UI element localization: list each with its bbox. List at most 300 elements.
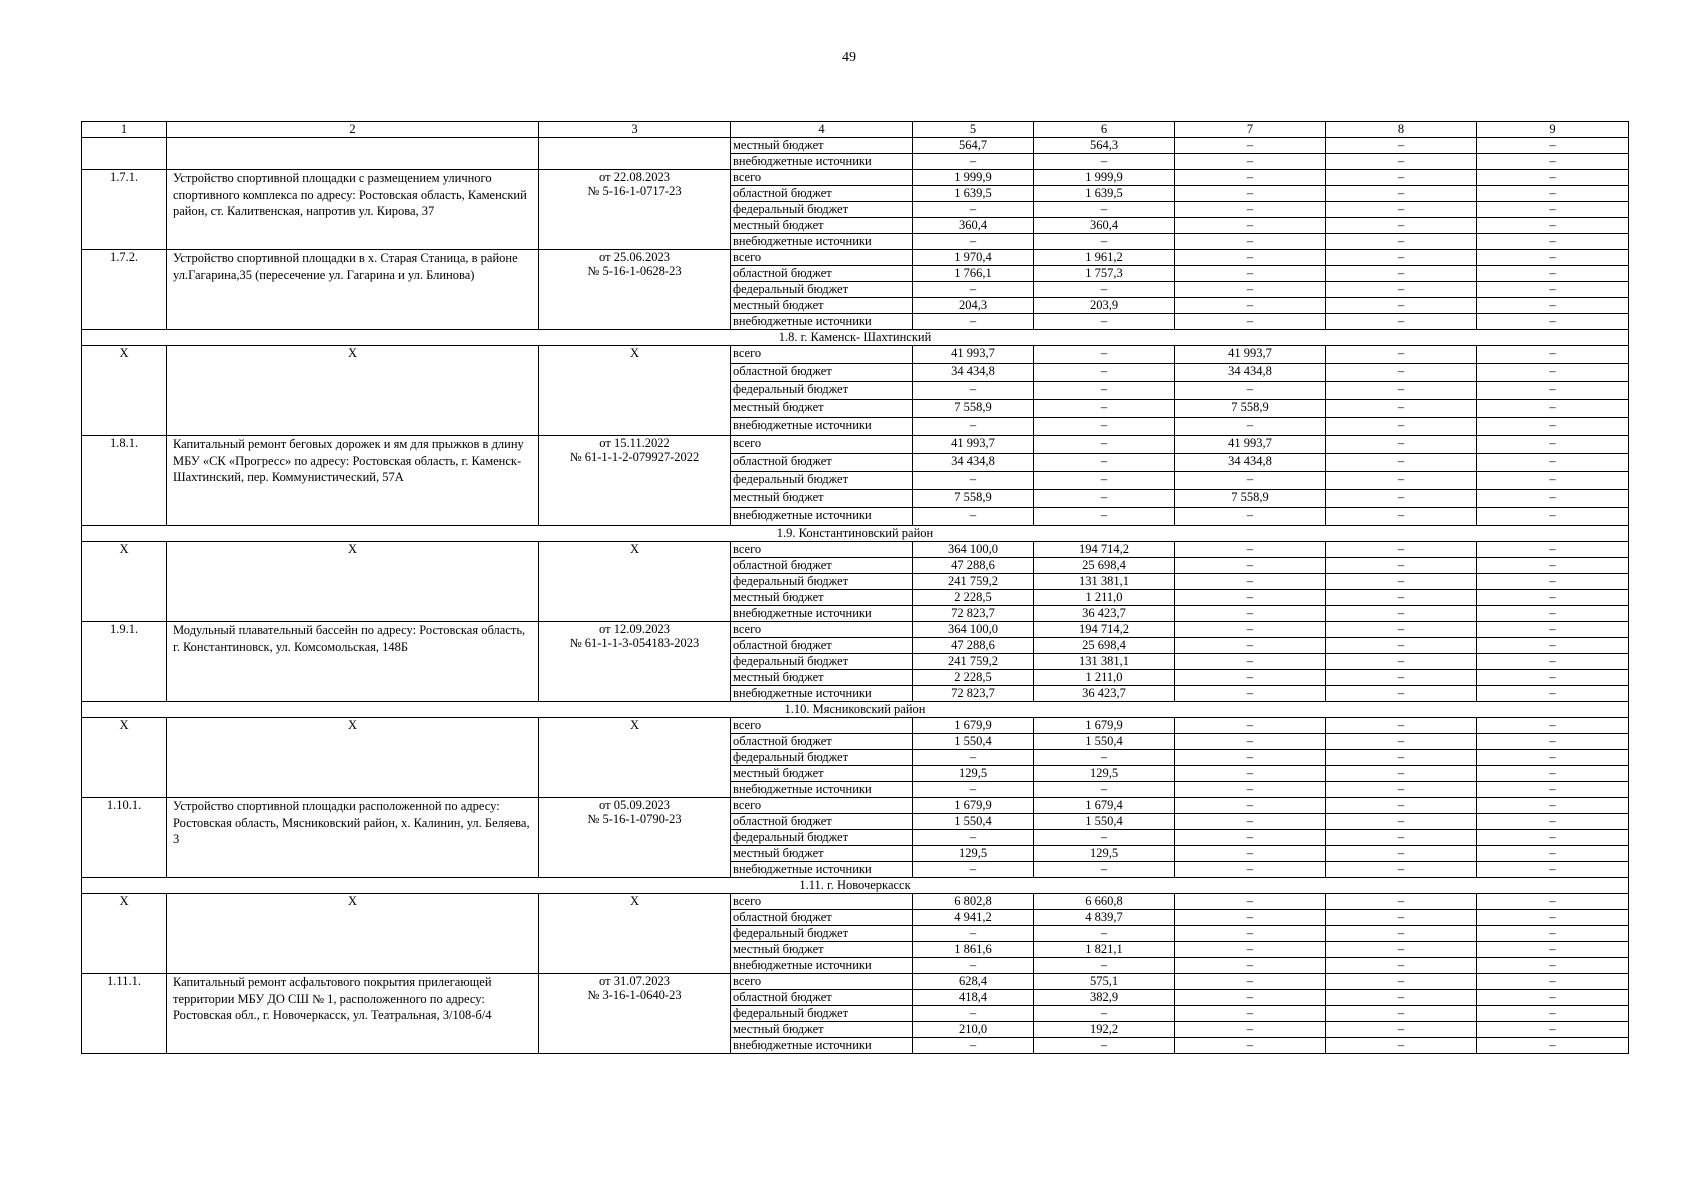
- amount-cell: –: [1326, 250, 1477, 266]
- amount-cell: –: [1175, 670, 1326, 686]
- amount-cell: 36 423,7: [1034, 686, 1175, 702]
- amount-cell: –: [1175, 218, 1326, 234]
- amount-cell: –: [1034, 750, 1175, 766]
- amount-cell: 203,9: [1034, 298, 1175, 314]
- funding-source: внебюджетные источники: [731, 958, 913, 974]
- item-number: 1.9.1.: [82, 622, 167, 702]
- amount-cell: –: [1326, 766, 1477, 782]
- funding-source: федеральный бюджет: [731, 282, 913, 298]
- amount-cell: –: [1175, 846, 1326, 862]
- amount-cell: –: [1477, 234, 1629, 250]
- funding-source: всего: [731, 436, 913, 454]
- amount-cell: –: [1175, 830, 1326, 846]
- amount-cell: –: [1477, 574, 1629, 590]
- amount-cell: 41 993,7: [913, 346, 1034, 364]
- amount-cell: –: [1477, 250, 1629, 266]
- amount-cell: –: [1477, 364, 1629, 382]
- amount-cell: 194 714,2: [1034, 542, 1175, 558]
- amount-cell: –: [913, 382, 1034, 400]
- amount-cell: 360,4: [1034, 218, 1175, 234]
- amount-cell: –: [1477, 1038, 1629, 1054]
- table-body: [82, 122, 1629, 1054]
- section-row: [82, 526, 1629, 542]
- funding-source: местный бюджет: [731, 1022, 913, 1038]
- amount-cell: –: [1175, 558, 1326, 574]
- amount-cell: –: [1326, 862, 1477, 878]
- amount-cell: –: [913, 508, 1034, 526]
- funding-source: всего: [731, 974, 913, 990]
- amount-cell: –: [1034, 346, 1175, 364]
- amount-cell: –: [1034, 154, 1175, 170]
- amount-cell: –: [1477, 622, 1629, 638]
- amount-cell: –: [1175, 298, 1326, 314]
- funding-source: внебюджетные источники: [731, 862, 913, 878]
- amount-cell: 6 802,8: [913, 894, 1034, 910]
- amount-cell: –: [1477, 766, 1629, 782]
- amount-cell: –: [1326, 490, 1477, 508]
- amount-cell: 7 558,9: [913, 490, 1034, 508]
- amount-cell: –: [1326, 154, 1477, 170]
- amount-cell: –: [1175, 974, 1326, 990]
- amount-cell: –: [1175, 766, 1326, 782]
- amount-cell: 382,9: [1034, 990, 1175, 1006]
- amount-cell: –: [1034, 1006, 1175, 1022]
- item-name: Х: [167, 894, 539, 974]
- amount-cell: –: [1326, 186, 1477, 202]
- amount-cell: –: [1175, 590, 1326, 606]
- amount-cell: –: [1326, 734, 1477, 750]
- amount-cell: –: [1326, 846, 1477, 862]
- amount-cell: –: [1477, 454, 1629, 472]
- amount-cell: –: [1326, 574, 1477, 590]
- amount-cell: –: [1477, 910, 1629, 926]
- column-header: 9: [1477, 122, 1629, 138]
- item-document: [539, 138, 731, 170]
- amount-cell: –: [1175, 314, 1326, 330]
- amount-cell: –: [1034, 234, 1175, 250]
- amount-cell: –: [1477, 1006, 1629, 1022]
- amount-cell: –: [913, 750, 1034, 766]
- column-header: 2: [167, 122, 539, 138]
- amount-cell: –: [1477, 298, 1629, 314]
- amount-cell: –: [1326, 282, 1477, 298]
- amount-cell: –: [913, 202, 1034, 218]
- table-row: [82, 436, 1629, 454]
- amount-cell: –: [1477, 830, 1629, 846]
- amount-cell: –: [1175, 958, 1326, 974]
- amount-cell: –: [1175, 418, 1326, 436]
- amount-cell: –: [1477, 218, 1629, 234]
- amount-cell: 36 423,7: [1034, 606, 1175, 622]
- amount-cell: –: [1326, 234, 1477, 250]
- amount-cell: 241 759,2: [913, 574, 1034, 590]
- item-document: от 22.08.2023 № 5-16-1-0717-23: [539, 170, 731, 250]
- column-header: 1: [82, 122, 167, 138]
- amount-cell: –: [1326, 1022, 1477, 1038]
- amount-cell: 1 211,0: [1034, 670, 1175, 686]
- amount-cell: 25 698,4: [1034, 558, 1175, 574]
- item-document: Х: [539, 542, 731, 622]
- item-document: Х: [539, 894, 731, 974]
- amount-cell: –: [1175, 894, 1326, 910]
- funding-source: местный бюджет: [731, 590, 913, 606]
- amount-cell: –: [1326, 1006, 1477, 1022]
- table-row: [82, 138, 1629, 154]
- amount-cell: 1 550,4: [913, 814, 1034, 830]
- amount-cell: –: [1175, 910, 1326, 926]
- amount-cell: 129,5: [1034, 766, 1175, 782]
- item-document: Х: [539, 346, 731, 436]
- amount-cell: 34 434,8: [1175, 364, 1326, 382]
- funding-source: всего: [731, 798, 913, 814]
- amount-cell: –: [1477, 346, 1629, 364]
- item-number: Х: [82, 894, 167, 974]
- table-row: [82, 622, 1629, 638]
- funding-source: всего: [731, 894, 913, 910]
- amount-cell: –: [1326, 638, 1477, 654]
- amount-cell: –: [1175, 170, 1326, 186]
- amount-cell: –: [1477, 508, 1629, 526]
- amount-cell: 41 993,7: [1175, 346, 1326, 364]
- amount-cell: 241 759,2: [913, 654, 1034, 670]
- amount-cell: –: [1326, 750, 1477, 766]
- item-name: Х: [167, 718, 539, 798]
- amount-cell: 564,3: [1034, 138, 1175, 154]
- amount-cell: 7 558,9: [1175, 490, 1326, 508]
- amount-cell: 1 999,9: [1034, 170, 1175, 186]
- amount-cell: 2 228,5: [913, 670, 1034, 686]
- amount-cell: –: [1034, 436, 1175, 454]
- amount-cell: –: [1477, 472, 1629, 490]
- item-name: Капитальный ремонт асфальтового покрытия прилегающей территории МБУ ДО СШ № 1, расположенного по адресу: Ростовская обл., г. Новочеркасск, ул. Театральная, 3/108-б/4: [167, 974, 539, 1054]
- amount-cell: –: [1326, 958, 1477, 974]
- amount-cell: –: [913, 958, 1034, 974]
- amount-cell: 4 839,7: [1034, 910, 1175, 926]
- amount-cell: –: [1477, 798, 1629, 814]
- amount-cell: –: [1326, 798, 1477, 814]
- column-header: 8: [1326, 122, 1477, 138]
- amount-cell: –: [1034, 400, 1175, 418]
- amount-cell: –: [1034, 314, 1175, 330]
- amount-cell: 1 550,4: [1034, 734, 1175, 750]
- amount-cell: –: [1477, 974, 1629, 990]
- funding-source: внебюджетные источники: [731, 686, 913, 702]
- amount-cell: –: [1326, 894, 1477, 910]
- table-row: [82, 798, 1629, 814]
- funding-source: федеральный бюджет: [731, 750, 913, 766]
- amount-cell: –: [1326, 138, 1477, 154]
- amount-cell: –: [1034, 862, 1175, 878]
- amount-cell: 4 941,2: [913, 910, 1034, 926]
- amount-cell: –: [1034, 202, 1175, 218]
- funding-source: областной бюджет: [731, 814, 913, 830]
- funding-source: федеральный бюджет: [731, 382, 913, 400]
- funding-source: всего: [731, 170, 913, 186]
- amount-cell: –: [1326, 454, 1477, 472]
- section-title: 1.10. Мясниковский район: [82, 702, 1629, 718]
- amount-cell: –: [1034, 364, 1175, 382]
- amount-cell: –: [1175, 798, 1326, 814]
- amount-cell: –: [1326, 942, 1477, 958]
- amount-cell: –: [1477, 266, 1629, 282]
- column-header: 6: [1034, 122, 1175, 138]
- amount-cell: –: [1477, 942, 1629, 958]
- amount-cell: 204,3: [913, 298, 1034, 314]
- funding-source: местный бюджет: [731, 846, 913, 862]
- amount-cell: –: [1477, 436, 1629, 454]
- item-name: [167, 138, 539, 170]
- amount-cell: –: [1326, 170, 1477, 186]
- amount-cell: 34 434,8: [913, 364, 1034, 382]
- amount-cell: –: [1477, 814, 1629, 830]
- column-header: 7: [1175, 122, 1326, 138]
- amount-cell: –: [1326, 266, 1477, 282]
- item-document: от 25.06.2023 № 5-16-1-0628-23: [539, 250, 731, 330]
- amount-cell: 72 823,7: [913, 606, 1034, 622]
- amount-cell: 1 550,4: [913, 734, 1034, 750]
- table-row: [82, 170, 1629, 186]
- amount-cell: –: [1477, 686, 1629, 702]
- item-number: [82, 138, 167, 170]
- column-header: 3: [539, 122, 731, 138]
- amount-cell: –: [1326, 202, 1477, 218]
- amount-cell: –: [1175, 508, 1326, 526]
- amount-cell: –: [1034, 418, 1175, 436]
- amount-cell: –: [1175, 154, 1326, 170]
- item-document: от 12.09.2023 № 61-1-1-3-054183-2023: [539, 622, 731, 702]
- funding-source: федеральный бюджет: [731, 926, 913, 942]
- amount-cell: –: [1175, 814, 1326, 830]
- amount-cell: –: [1326, 686, 1477, 702]
- amount-cell: 41 993,7: [913, 436, 1034, 454]
- amount-cell: 25 698,4: [1034, 638, 1175, 654]
- amount-cell: –: [913, 154, 1034, 170]
- section-title: 1.11. г. Новочеркасск: [82, 878, 1629, 894]
- amount-cell: –: [1034, 382, 1175, 400]
- amount-cell: –: [1477, 490, 1629, 508]
- item-name: Устройство спортивной площадки в х. Старая Станица, в районе ул.Гагарина,35 (пересечение ул. Гагарина и ул. Блинова): [167, 250, 539, 330]
- amount-cell: –: [1326, 508, 1477, 526]
- amount-cell: –: [1326, 670, 1477, 686]
- funding-source: местный бюджет: [731, 138, 913, 154]
- amount-cell: –: [1477, 894, 1629, 910]
- amount-cell: –: [1175, 606, 1326, 622]
- amount-cell: 7 558,9: [1175, 400, 1326, 418]
- amount-cell: –: [1034, 490, 1175, 508]
- amount-cell: –: [1326, 1038, 1477, 1054]
- funding-source: внебюджетные источники: [731, 154, 913, 170]
- amount-cell: –: [1175, 138, 1326, 154]
- amount-cell: 131 381,1: [1034, 574, 1175, 590]
- column-header: 4: [731, 122, 913, 138]
- funding-source: федеральный бюджет: [731, 472, 913, 490]
- amount-cell: –: [1477, 154, 1629, 170]
- amount-cell: –: [1175, 686, 1326, 702]
- amount-cell: –: [913, 472, 1034, 490]
- amount-cell: –: [913, 926, 1034, 942]
- amount-cell: –: [1477, 862, 1629, 878]
- amount-cell: –: [1175, 942, 1326, 958]
- amount-cell: 628,4: [913, 974, 1034, 990]
- amount-cell: –: [1326, 814, 1477, 830]
- funding-source: местный бюджет: [731, 400, 913, 418]
- funding-source: местный бюджет: [731, 490, 913, 508]
- amount-cell: –: [913, 862, 1034, 878]
- amount-cell: –: [913, 314, 1034, 330]
- funding-source: всего: [731, 622, 913, 638]
- amount-cell: 564,7: [913, 138, 1034, 154]
- amount-cell: –: [1326, 606, 1477, 622]
- amount-cell: 575,1: [1034, 974, 1175, 990]
- amount-cell: –: [913, 418, 1034, 436]
- amount-cell: –: [1326, 400, 1477, 418]
- funding-source: областной бюджет: [731, 734, 913, 750]
- item-number: 1.8.1.: [82, 436, 167, 526]
- amount-cell: 1 679,4: [1034, 798, 1175, 814]
- item-document: от 05.09.2023 № 5-16-1-0790-23: [539, 798, 731, 878]
- amount-cell: 1 861,6: [913, 942, 1034, 958]
- amount-cell: –: [1175, 266, 1326, 282]
- item-number: Х: [82, 542, 167, 622]
- amount-cell: 41 993,7: [1175, 436, 1326, 454]
- amount-cell: –: [1034, 958, 1175, 974]
- amount-cell: –: [1326, 622, 1477, 638]
- funding-source: федеральный бюджет: [731, 202, 913, 218]
- funding-source: всего: [731, 718, 913, 734]
- amount-cell: 129,5: [913, 766, 1034, 782]
- amount-cell: –: [1326, 436, 1477, 454]
- page-number: 49: [842, 50, 856, 65]
- funding-source: внебюджетные источники: [731, 782, 913, 798]
- amount-cell: –: [1175, 1022, 1326, 1038]
- item-name: Модульный плавательный бассейн по адресу: Ростовская область, г. Константиновск, ул. Комсомольская, 148Б: [167, 622, 539, 702]
- item-number: 1.7.2.: [82, 250, 167, 330]
- funding-source: областной бюджет: [731, 454, 913, 472]
- amount-cell: –: [1477, 606, 1629, 622]
- amount-cell: –: [1034, 782, 1175, 798]
- funding-source: федеральный бюджет: [731, 654, 913, 670]
- amount-cell: 47 288,6: [913, 638, 1034, 654]
- funding-source: федеральный бюджет: [731, 1006, 913, 1022]
- amount-cell: –: [1477, 170, 1629, 186]
- funding-source: федеральный бюджет: [731, 830, 913, 846]
- amount-cell: –: [1175, 574, 1326, 590]
- amount-cell: –: [1326, 654, 1477, 670]
- funding-source: местный бюджет: [731, 942, 913, 958]
- funding-source: областной бюджет: [731, 186, 913, 202]
- amount-cell: 1 550,4: [1034, 814, 1175, 830]
- amount-cell: –: [1175, 382, 1326, 400]
- amount-cell: 1 639,5: [1034, 186, 1175, 202]
- item-number: 1.10.1.: [82, 798, 167, 878]
- funding-source: областной бюджет: [731, 990, 913, 1006]
- item-name: Устройство спортивной площадки расположенной по адресу: Ростовская область, Мясниковский район, х. Калинин, ул. Беляева, 3: [167, 798, 539, 878]
- amount-cell: –: [1477, 590, 1629, 606]
- amount-cell: –: [1034, 1038, 1175, 1054]
- amount-cell: –: [1034, 830, 1175, 846]
- amount-cell: –: [1175, 862, 1326, 878]
- item-number: Х: [82, 718, 167, 798]
- section-row: [82, 330, 1629, 346]
- item-number: Х: [82, 346, 167, 436]
- amount-cell: –: [1326, 218, 1477, 234]
- amount-cell: –: [1175, 926, 1326, 942]
- column-header: 5: [913, 122, 1034, 138]
- section-row: [82, 702, 1629, 718]
- amount-cell: –: [913, 782, 1034, 798]
- amount-cell: –: [1034, 472, 1175, 490]
- budget-table: [81, 121, 1629, 1054]
- funding-source: областной бюджет: [731, 364, 913, 382]
- table-row: [82, 894, 1629, 910]
- amount-cell: –: [1326, 974, 1477, 990]
- item-document: от 31.07.2023 № 3-16-1-0640-23: [539, 974, 731, 1054]
- amount-cell: 1 821,1: [1034, 942, 1175, 958]
- funding-source: областной бюджет: [731, 558, 913, 574]
- amount-cell: –: [1326, 346, 1477, 364]
- table-row: [82, 542, 1629, 558]
- section-row: [82, 878, 1629, 894]
- amount-cell: 6 660,8: [1034, 894, 1175, 910]
- amount-cell: –: [1175, 202, 1326, 218]
- amount-cell: –: [1034, 508, 1175, 526]
- funding-source: внебюджетные источники: [731, 314, 913, 330]
- amount-cell: –: [1326, 990, 1477, 1006]
- amount-cell: –: [1477, 400, 1629, 418]
- amount-cell: –: [1326, 298, 1477, 314]
- amount-cell: 1 766,1: [913, 266, 1034, 282]
- funding-source: внебюджетные источники: [731, 418, 913, 436]
- amount-cell: –: [1477, 670, 1629, 686]
- amount-cell: –: [1326, 542, 1477, 558]
- amount-cell: 129,5: [913, 846, 1034, 862]
- amount-cell: –: [1175, 638, 1326, 654]
- funding-source: областной бюджет: [731, 266, 913, 282]
- funding-source: внебюджетные источники: [731, 234, 913, 250]
- item-name: Х: [167, 346, 539, 436]
- item-number: 1.11.1.: [82, 974, 167, 1054]
- item-name: Устройство спортивной площадки с размещением уличного спортивного комплекса по адресу: Ростовская область, Каменский район, ст. Калитвенская, напротив ул. Кирова, 37: [167, 170, 539, 250]
- amount-cell: –: [1175, 654, 1326, 670]
- amount-cell: 360,4: [913, 218, 1034, 234]
- item-number: 1.7.1.: [82, 170, 167, 250]
- funding-source: областной бюджет: [731, 910, 913, 926]
- funding-source: местный бюджет: [731, 766, 913, 782]
- section-title: 1.9. Константиновский район: [82, 526, 1629, 542]
- amount-cell: 34 434,8: [1175, 454, 1326, 472]
- table-row: [82, 718, 1629, 734]
- amount-cell: 1 211,0: [1034, 590, 1175, 606]
- amount-cell: –: [1175, 1038, 1326, 1054]
- amount-cell: –: [1477, 734, 1629, 750]
- amount-cell: 1 757,3: [1034, 266, 1175, 282]
- amount-cell: –: [1175, 234, 1326, 250]
- funding-source: внебюджетные источники: [731, 606, 913, 622]
- amount-cell: –: [1477, 654, 1629, 670]
- amount-cell: –: [1326, 926, 1477, 942]
- amount-cell: –: [1034, 454, 1175, 472]
- amount-cell: 1 639,5: [913, 186, 1034, 202]
- funding-source: федеральный бюджет: [731, 574, 913, 590]
- amount-cell: –: [1477, 990, 1629, 1006]
- amount-cell: 194 714,2: [1034, 622, 1175, 638]
- amount-cell: –: [1477, 958, 1629, 974]
- item-name: Х: [167, 542, 539, 622]
- amount-cell: 192,2: [1034, 1022, 1175, 1038]
- amount-cell: –: [1175, 186, 1326, 202]
- amount-cell: 1 961,2: [1034, 250, 1175, 266]
- amount-cell: 7 558,9: [913, 400, 1034, 418]
